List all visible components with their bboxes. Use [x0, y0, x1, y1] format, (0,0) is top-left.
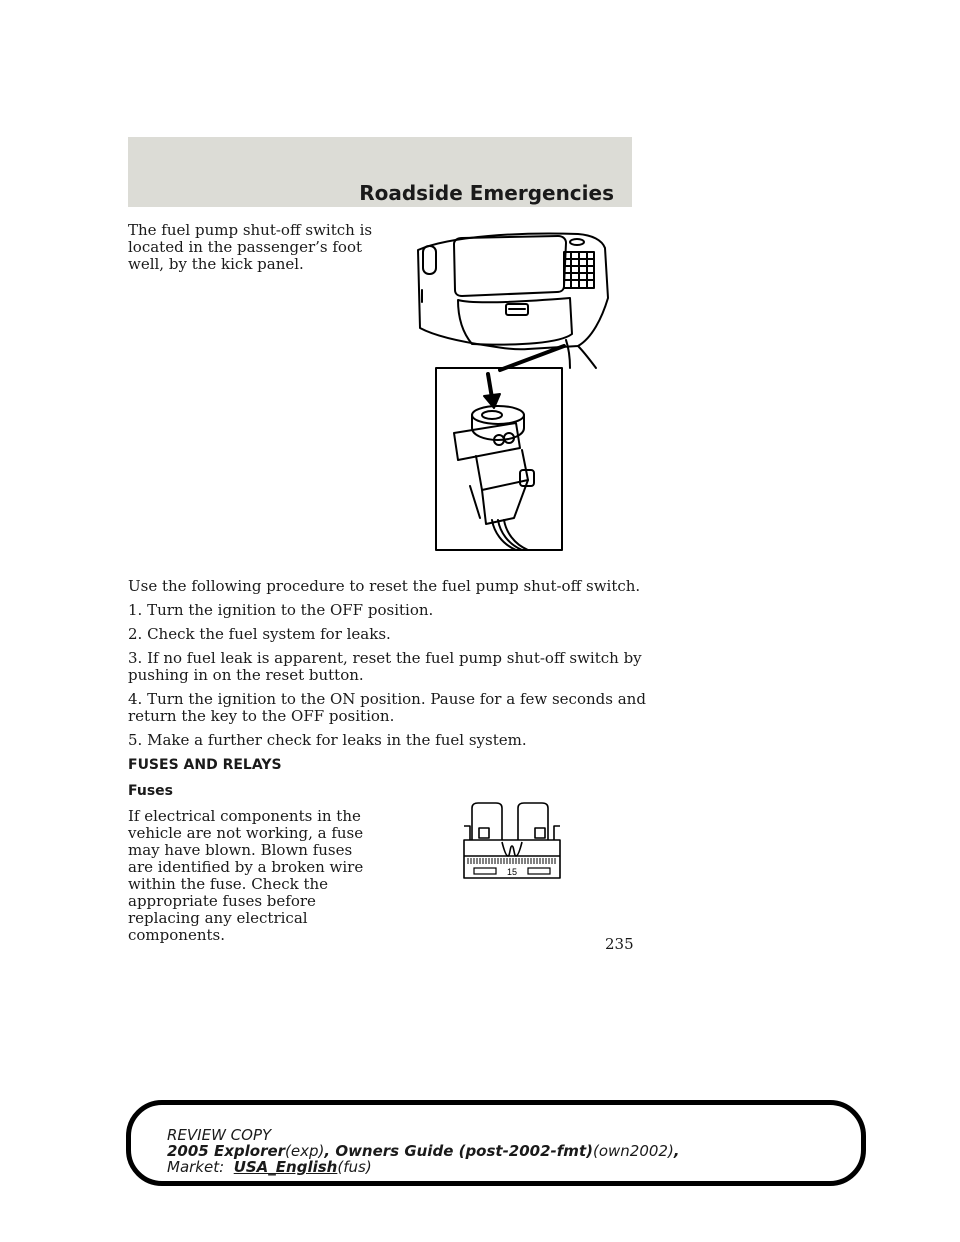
step-2: 2. Check the fuel system for leaks.: [128, 625, 391, 643]
section-heading: FUSES AND RELAYS: [128, 757, 282, 773]
header-band: [128, 137, 632, 207]
step-1: 1. Turn the ignition to the OFF position.: [128, 601, 434, 619]
review-model-code: (exp): [285, 1142, 325, 1160]
review-market: USA_English: [233, 1158, 338, 1176]
review-market-line: [167, 1159, 680, 1175]
review-market-label: Market:: [167, 1158, 225, 1176]
procedure-intro: Use the following procedure to reset the fuel pump shut-off switch.: [128, 577, 641, 595]
page-number: 235: [605, 935, 634, 953]
review-copy-text: [167, 1127, 680, 1175]
review-model-line: [167, 1143, 680, 1159]
review-copy-label: REVIEW COPY: [167, 1126, 272, 1144]
step-4: 4. Turn the ignition to the ON position. Pause for a few seconds and return the key to the OFF position.: [128, 690, 646, 725]
review-guide-code: (own2002): [592, 1142, 674, 1160]
fuse-rating-label: 15: [506, 867, 518, 877]
step-3: 3. If no fuel leak is apparent, reset the fuel pump shut-off switch by pushing in on the reset button.: [128, 649, 642, 684]
review-copy-box: [126, 1100, 866, 1186]
section-title: Roadside Emergencies: [359, 181, 614, 205]
intro-paragraph: The fuel pump shut-off switch is located in the passenger’s foot well, by the kick panel.: [128, 221, 373, 273]
review-model: 2005 Explorer: [167, 1142, 286, 1160]
review-market-code: (fus): [337, 1158, 372, 1176]
review-separator-1: ,: [324, 1142, 336, 1160]
review-guide: Owners Guide (post-2002-fmt): [335, 1142, 593, 1160]
fuse-illustration: [462, 802, 562, 882]
step-5: 5. Make a further check for leaks in the fuel system.: [128, 731, 527, 749]
review-separator-2: ,: [673, 1142, 680, 1160]
fuse-paragraph: If electrical components in the vehicle are not working, a fuse may have blown. Blown fuses are identified by a broken wire within the fuse. Check the appropriate fuses before replacing any electrical components.: [128, 807, 364, 944]
subsection-heading: Fuses: [128, 783, 173, 799]
fuel-pump-switch-illustration: [410, 228, 610, 553]
